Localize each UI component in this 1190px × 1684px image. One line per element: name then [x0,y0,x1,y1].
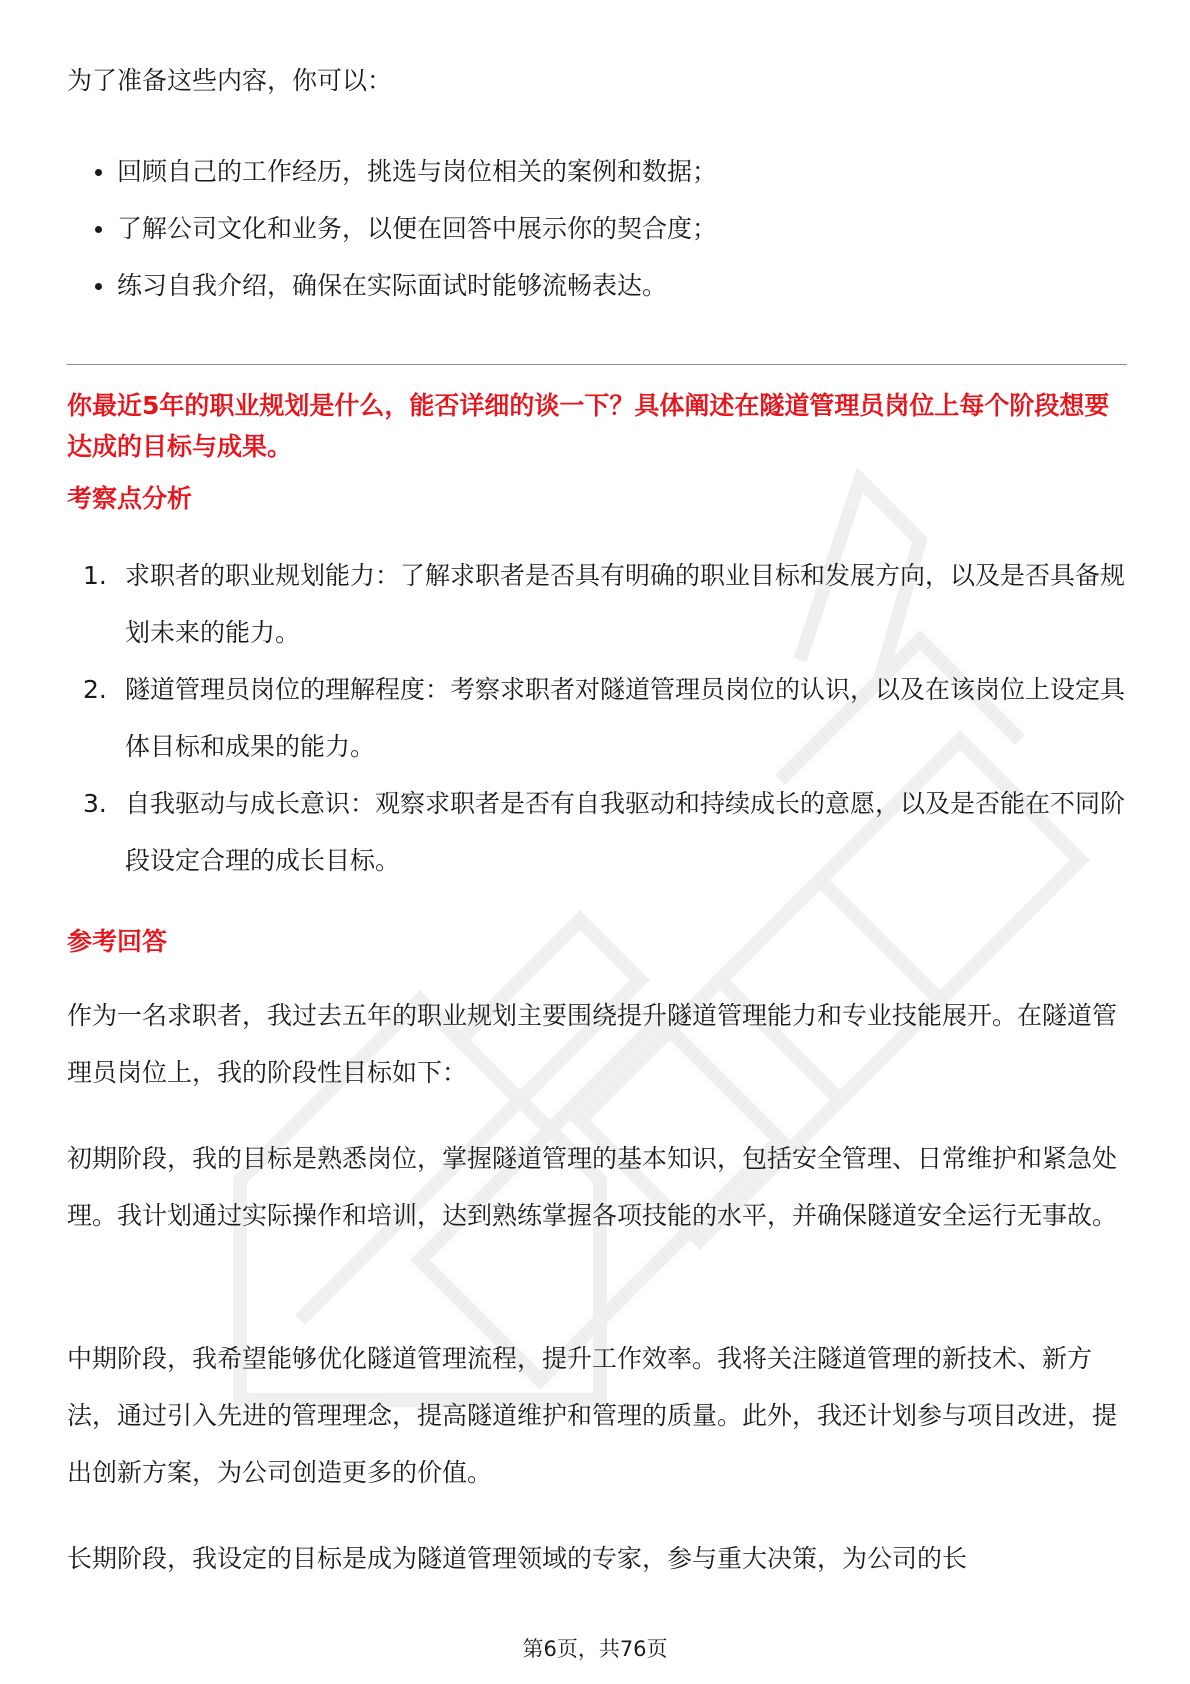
list-item [67,257,1127,314]
analysis-heading: 考察点分析 [67,484,193,513]
answer-paragraph: 中期阶段，我希望能够优化隧道管理流程，提升工作效率。我将关注隧道管理的新技术、新方法，通过引入先进的管理理念，提高隧道维护和管理的质量。此外，我还计划参与项目改进，提出创新方案，为公司创造更多的价值。 [67,1344,1118,1487]
item-number: 2. [83,675,107,704]
answer-heading: 参考回答 [67,927,168,956]
item-text: 隧道管理员岗位的理解程度：考察求职者对隧道管理员岗位的认识，以及在该岗位上设定具体目标和成果的能力。 [125,675,1126,761]
bullet-icon [95,283,102,290]
prep-bullet-list [67,143,1127,314]
bullet-text: 回顾自己的工作经历，挑选与岗位相关的案例和数据； [117,157,718,186]
answer-paragraph: 作为一名求职者，我过去五年的职业规划主要围绕提升隧道管理能力和专业技能展开。在隧道管理员岗位上，我的阶段性目标如下： [67,1001,1118,1087]
intro-text: 为了准备这些内容，你可以： [67,66,393,95]
item-text: 自我驱动与成长意识：观察求职者是否有自我驱动和持续成长的意愿，以及是否能在不同阶段设定合理的成长目标。 [125,789,1126,875]
page-footer: 第6页，共76页 [522,1637,668,1661]
bullet-icon [95,226,102,233]
item-text: 求职者的职业规划能力：了解求职者是否具有明确的职业目标和发展方向，以及是否具备规划未来的能力。 [125,561,1126,647]
list-item [67,143,1127,200]
analysis-list [67,547,1127,889]
item-number: 1. [83,561,107,590]
bullet-icon [95,169,102,176]
list-item [67,200,1127,257]
list-item [67,547,1127,661]
answer-paragraph: 初期阶段，我的目标是熟悉岗位，掌握隧道管理的基本知识，包括安全管理、日常维护和紧急处理。我计划通过实际操作和培训，达到熟练掌握各项技能的水平，并确保隧道安全运行无事故。 [67,1144,1118,1230]
bullet-text: 了解公司文化和业务，以便在回答中展示你的契合度； [117,214,718,243]
list-item [67,775,1127,889]
bullet-text: 练习自我介绍，确保在实际面试时能够流畅表达。 [117,271,668,300]
list-item [67,661,1127,775]
interview-question: 你最近5年的职业规划是什么，能否详细的谈一下？具体阐述在隧道管理员岗位上每个阶段想要达成的目标与成果。 [67,391,1110,461]
item-number: 3. [83,789,107,818]
answer-paragraph: 长期阶段，我设定的目标是成为隧道管理领域的专家，参与重大决策，为公司的长 [67,1544,968,1573]
section-divider [67,364,1127,365]
